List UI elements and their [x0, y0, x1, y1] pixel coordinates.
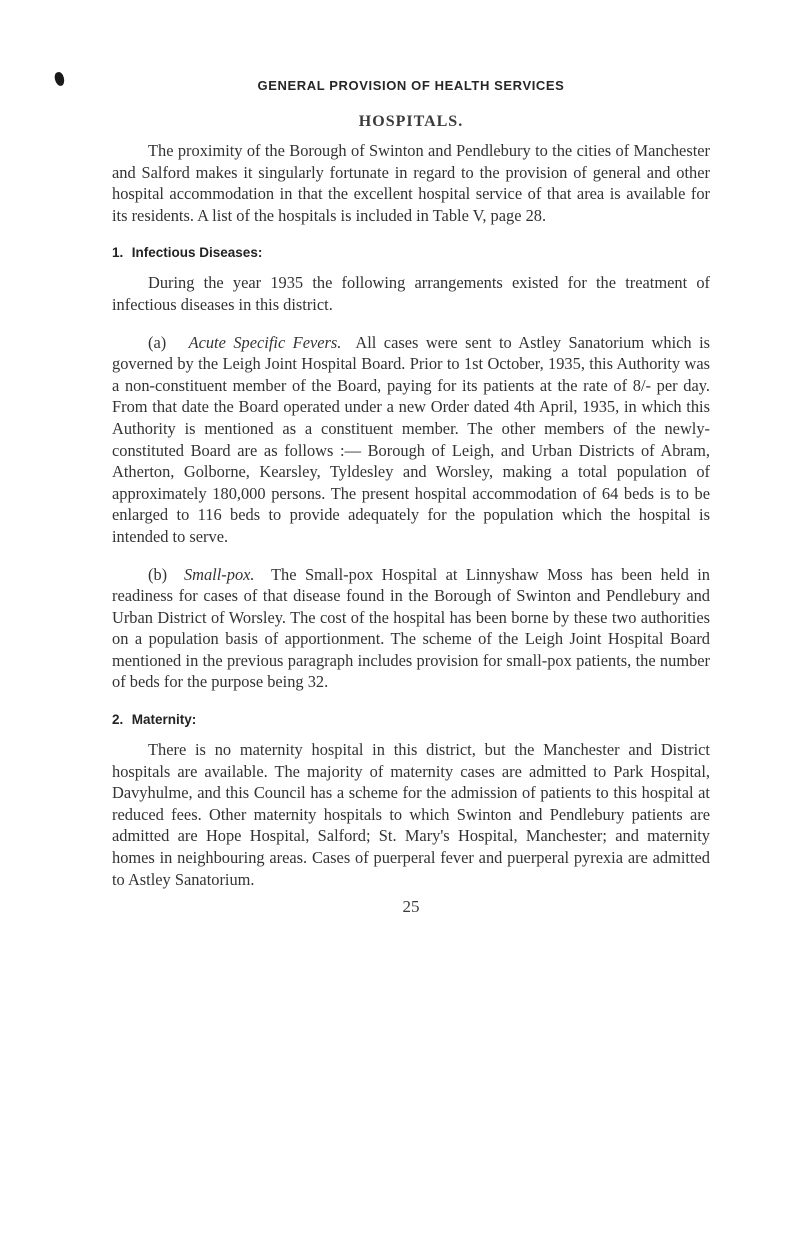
section-title: HOSPITALS.	[358, 113, 464, 130]
acute-fevers-paragraph	[112, 332, 710, 548]
subheading-number: 1.	[112, 245, 124, 261]
intro-paragraph: The proximity of the Borough of Swinton and Pendlebury to the cities of Manchester and Salford makes it singularly fortunate in regard to the provision of general and other hospital accommodation in that the excellent hospital service of that area is available for its residents. A list of the hospitals is included in Table V, page 28.	[112, 141, 710, 225]
running-head: GENERAL PROVISION OF HEALTH SERVICES	[257, 78, 565, 93]
item-title: Acute Specific Fevers.	[188, 332, 342, 352]
maternity-paragraph: There is no maternity hospital in this district, but the Manchester and District hospitals are available. The majority of maternity cases are admitted to Park Hospital, Davyhulme, and this Council has a scheme for the admission of patients to this hospital at reduced fees. Other maternity hospitals to which Swinton and Pendlebury patients are admitted are Hope Hospital, Salford; St. Mary's Hospital, Manchester; and maternity homes in neighbouring areas. Cases of puerperal fever and puerperal pyrexia are admitted to Astley Sanatorium.	[112, 740, 710, 889]
subheading-text: Maternity:	[131, 712, 197, 728]
subheading-maternity	[112, 711, 710, 729]
subheading-text: Infectious Diseases:	[131, 245, 263, 261]
item-label: (b)	[148, 564, 168, 584]
infectious-paragraph: During the year 1935 the following arrangements existed for the treatment of infectious diseases in this district.	[112, 273, 710, 314]
item-text: All cases were sent to Astley Sanatorium which is governed by the Leigh Joint Hospital Board. Prior to 1st October, 1935, this Authority was a non-constituent member of the Board, paying for its patients at the rate of 8/- per day. From that date the Board operated under a new Order dated 4th April, 1935, in which this Authority is mentioned as a constituent member. The other members of the newly-constituted Board are as follows :— Borough of Leigh, and Urban Districts of Abram, Atherton, Golborne, Kearsley, Tyldesley and Worsley, making a total population of approximately 180,000 persons. The present hospital accommodation of 64 beds is to be enlarged to 116 beds to provide adequately for the population which the hospital is intended to serve.	[112, 332, 711, 546]
subheading-number: 2.	[112, 712, 124, 728]
item-text: The Small-pox Hospital at Linnyshaw Moss has been held in readiness for cases of that disease found in the Borough of Swinton and Pendlebury and Urban District of Worsley. The cost of the hospital has been borne by these two authorities on a population basis of apportionment. The scheme of the Leigh Joint Hospital Board mentioned in the previous paragraph includes provision for small-pox patients, the number of beds for the purpose being 32.	[112, 564, 710, 692]
subheading-infectious-diseases	[112, 244, 710, 262]
small-pox-paragraph	[112, 564, 710, 694]
bullet-mark-icon	[53, 71, 65, 87]
item-title: Small-pox.	[183, 564, 255, 584]
item-label: (a)	[148, 332, 167, 352]
document-page	[112, 74, 710, 918]
page-number: 25	[402, 897, 420, 917]
